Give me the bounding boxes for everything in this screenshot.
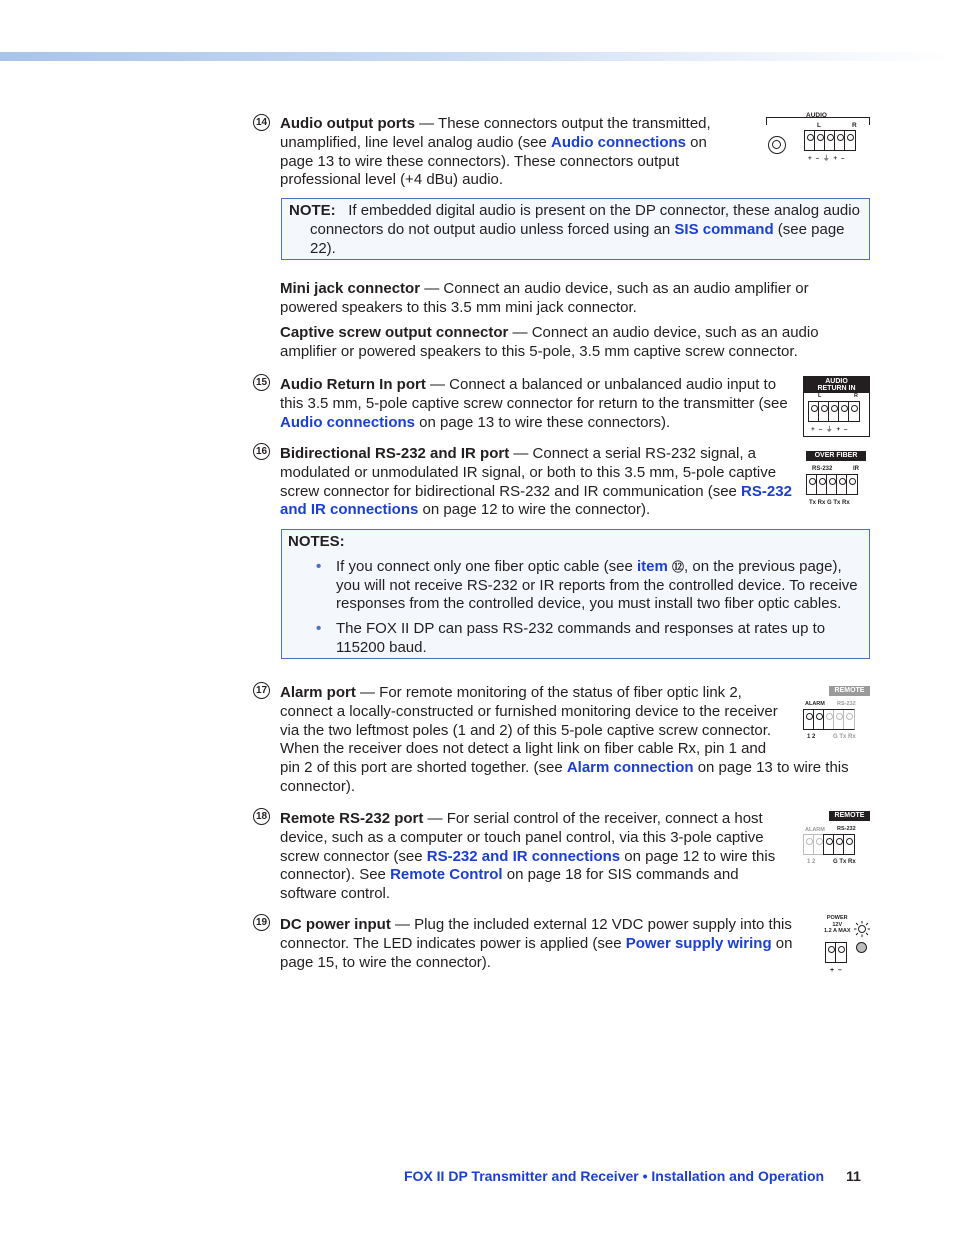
mini-jack-icon (768, 136, 786, 154)
audio-connections-link[interactable]: Audio connections (280, 413, 415, 431)
note-label: NOTE: (289, 202, 336, 219)
section-title: Audio Return In port (280, 376, 426, 393)
power-led-lit-icon (854, 921, 870, 937)
header-gradient-bar (0, 52, 954, 61)
captive-screw-connector-icon (804, 130, 856, 151)
body-text: on page 15, to wire the connector). (280, 934, 793, 971)
captive-screw-connector-icon (806, 474, 858, 495)
body-text: on page 18 for SIS commands and software control. (280, 866, 739, 903)
note-text (289, 202, 861, 258)
power-led-icon (856, 942, 867, 953)
remote-rs232-diagram (803, 811, 870, 868)
audio-output-ports-paragraph (280, 115, 725, 190)
ir-label: IR (853, 466, 859, 472)
audio-return-diagram (803, 376, 870, 437)
alarm-label: ALARM (805, 701, 825, 707)
body-text: on page 12 to wire the connector). (418, 501, 651, 519)
audio-label: AUDIO (806, 112, 827, 119)
power-pin-labels: + – (830, 967, 843, 974)
captive-screw-paragraph (280, 324, 840, 362)
body-text: — These connectors output the transmitted, unamplified, line level analog audio (see (280, 115, 711, 151)
left-label: L (818, 393, 822, 399)
subsection-title: Captive screw output connector (280, 324, 509, 341)
rs232-ir-paragraph (280, 445, 795, 520)
section-title: Audio output ports (280, 115, 415, 132)
item-number-15: 15 (253, 374, 270, 391)
captive-screw-connector-icon (808, 401, 860, 422)
audio-connections-link[interactable]: Audio connections (551, 133, 687, 151)
body-text: — Connect an audio device, such as an audio amplifier or powered speakers to this 5-pole, 3.5 mm captive screw connector. (280, 324, 819, 360)
body-text: If you connect only one fiber optic cable (see (336, 557, 638, 575)
rs232-ir-connections-link[interactable]: RS-232 and IR connections (426, 847, 621, 865)
body-text: — Plug the included external 12 VDC power supply into this connector. The LED indicates power is applied (see (280, 916, 792, 952)
pin-labels: Tx Rx G Tx Rx (809, 500, 850, 506)
body-text: — Connect an audio device, such as an audio amplifier or powered speakers to this 3.5 mm mini jack connector. (280, 280, 809, 316)
right-label: R (852, 122, 857, 129)
body-text: on page 13 to wire these connectors). These connectors output professional level (+4 dBu) audio. (280, 133, 707, 189)
body-text: on page 13 to wire these connectors). (415, 413, 671, 431)
body-text: , on the previous page), you will not receive RS-232 or IR reports from the controlled device. To receive responses from the controlled device, you must install two fiber optic cables. (336, 557, 858, 613)
section-title: Bidirectional RS-232 and IR port (280, 445, 510, 462)
rs232-ir-diagram (806, 451, 870, 509)
alarm-label: ALARM (805, 827, 825, 833)
rs232-pin-labels: G Tx Rx (833, 859, 856, 865)
audio-return-paragraph (280, 376, 790, 432)
captive-screw-connector-icon (803, 709, 855, 730)
section-title: DC power input (280, 916, 391, 933)
note-box (281, 198, 870, 260)
remote-control-link[interactable]: Remote Control (390, 866, 503, 884)
body-text: on page 13 to wire this connector). (280, 759, 849, 795)
rs232-pin-labels: G Tx Rx (833, 734, 856, 740)
page-footer (404, 1168, 861, 1184)
item-number-14: 14 (253, 114, 270, 131)
alarm-diagram (803, 686, 870, 743)
header-line-2: RETURN IN (817, 385, 856, 392)
item-number-17: 17 (253, 682, 270, 699)
left-label: L (817, 122, 821, 129)
mini-jack-paragraph (280, 280, 840, 318)
header-line-1: AUDIO (825, 378, 848, 385)
alarm-pin-labels: 1 2 (807, 859, 816, 865)
note-bullet-2: • The FOX II DP can pass RS-232 commands and responses at rates up to 115200 baud. (288, 620, 861, 658)
notes-box (281, 529, 870, 659)
voltage-label: 12V (832, 921, 843, 928)
alarm-connection-link[interactable]: Alarm connection (566, 759, 694, 777)
body-text: — Connect a serial RS-232 signal, a modulated or unmodulated IR signal, or both to this 3.5 mm, 5-pole captive screw connector for bidirectional RS-232 and IR communication (see (280, 445, 777, 500)
body-text: on page 12 to wire this connector). See (280, 847, 776, 884)
body-text: If embedded digital audio is present on the DP connector, these analog audio connectors do not output audio unless forced using an (310, 202, 860, 238)
power-label: POWER (826, 915, 848, 921)
right-label: R (854, 393, 858, 399)
audio-output-diagram (766, 112, 870, 168)
power-connector-icon (825, 942, 847, 963)
body-text: (see page 22). (310, 220, 845, 257)
section-title: Remote RS-232 port (280, 810, 424, 827)
notes-label: NOTES: (288, 533, 345, 550)
rs232-label: RS-232 (837, 826, 856, 832)
item-number-16: 16 (253, 443, 270, 460)
body-text: — For serial control of the receiver, connect a host device, such as a computer or touch panel control, via this 3-pole captive screw connector (see (280, 810, 764, 865)
item-link[interactable]: item (637, 557, 668, 575)
body-text: — Connect a balanced or unbalanced audio input to this 3.5 mm, 5-pole captive screw connector for return to the transmitter (see (280, 376, 788, 412)
remote-rs232-paragraph (280, 810, 785, 904)
current-label: 1.2 A MAX (824, 928, 851, 934)
item-number-18: 18 (253, 808, 270, 825)
alarm-port-paragraph (280, 684, 872, 797)
rs232-label: RS-232 (812, 466, 833, 472)
sis-command-link[interactable]: SIS command (674, 220, 774, 238)
body-text: — For remote monitoring of the status of fiber optic link 2, connect a locally-constructed or furnished monitoring device to the receiver via the two leftmost poles (1 and 2) of this 5-pole captive screw connector. When the receiver does not detect a light link on fiber cable Rx, pin 1 and pin 2 of this port are shorted together. (see (280, 684, 778, 777)
pin-labels: + – ⏚ + – (808, 155, 846, 162)
item-number-19: 19 (253, 914, 270, 931)
page-number: 11 (846, 1168, 861, 1184)
power-supply-wiring-link[interactable]: Power supply wiring (625, 934, 772, 952)
footer-title: FOX II DP Transmitter and Receiver • Installation and Operation (404, 1168, 825, 1184)
subsection-title: Mini jack connector (280, 280, 421, 297)
rs232-ir-connections-link[interactable]: RS-232 and IR connections (280, 482, 792, 519)
item-12-reference: ⑫ (672, 559, 685, 574)
over-fiber-header: OVER FIBER (806, 451, 866, 461)
note-bullet-1 (288, 558, 861, 614)
remote-header: REMOTE (829, 686, 870, 696)
audio-return-header (804, 377, 869, 393)
pin-labels: + – ⏚ + – (811, 426, 849, 433)
dc-power-paragraph (280, 916, 810, 972)
rs232-label: RS-232 (837, 701, 856, 707)
alarm-pin-labels: 1 2 (807, 734, 816, 740)
power-labels (824, 915, 851, 935)
captive-screw-connector-icon (803, 834, 855, 855)
power-diagram (818, 915, 872, 977)
remote-header: REMOTE (829, 811, 870, 821)
section-title: Alarm port (280, 684, 356, 701)
